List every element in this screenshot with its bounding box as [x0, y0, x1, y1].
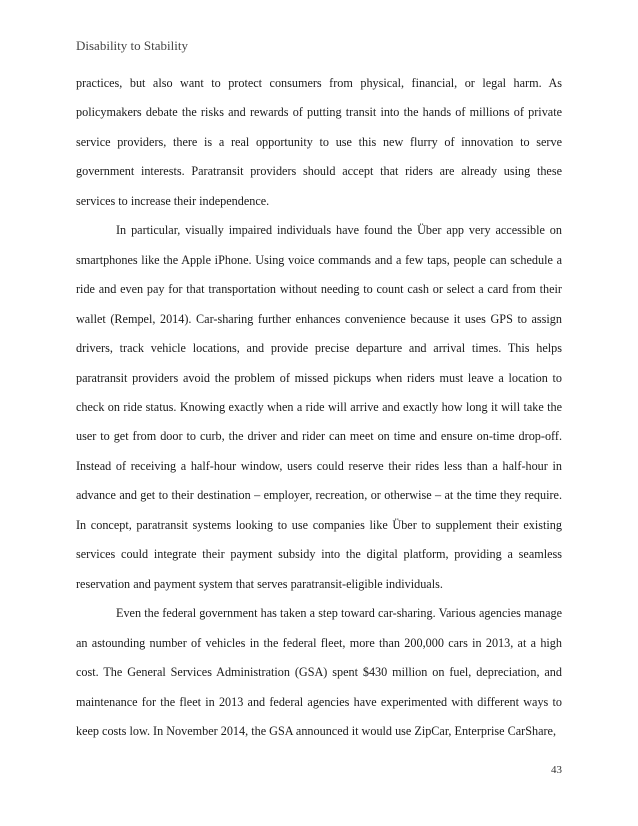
paragraph-1: practices, but also want to protect consumers from physical, financial, or legal harm. As policymakers debate the risks and rewards of putting transit into the hands of millions of private service providers, there is a real opportunity to use this new flurry of innovation to serve government interests. Paratransit providers should accept that riders are already using these services to increase their independence. — [76, 76, 562, 208]
page-number: 43 — [551, 764, 562, 776]
body-text — [76, 69, 562, 746]
running-head: Disability to Stability — [76, 38, 188, 53]
paragraph-2: In particular, visually impaired individuals have found the Über app very accessible on smartphones like the Apple iPhone. Using voice commands and a few taps, people can schedule a ride and even pay for that transportation without needing to count cash or select a card from their wallet (Rempel, 2014). Car-sharing further enhances convenience because it uses GPS to assign drivers, track vehicle locations, and provide precise departure and arrival times. This helps paratransit providers avoid the problem of missed pickups when riders must leave a location to check on ride status. Knowing exactly when a ride will arrive and exactly how long it will take the user to get from door to curb, the driver and rider can meet on time and ensure on-time drop-off. Instead of receiving a half-hour window, users could reserve their rides less than a half-hour in advance and get to their destination – employer, recreation, or otherwise – at the time they require. In concept, paratransit systems looking to use companies like Über to supplement their existing services could integrate their payment subsidy into the digital platform, providing a seamless reservation and payment system that serves paratransit-eligible individuals. — [76, 223, 562, 591]
paragraph-3: Even the federal government has taken a step toward car-sharing. Various agencies manage an astounding number of vehicles in the federal fleet, more than 200,000 cars in 2013, at a high cost. The General Services Administration (GSA) spent $430 million on fuel, depreciation, and maintenance for the fleet in 2013 and federal agencies have experimented with different ways to keep costs low. In November 2014, the GSA announced it would use ZipCar, Enterprise CarShare, — [76, 606, 562, 738]
